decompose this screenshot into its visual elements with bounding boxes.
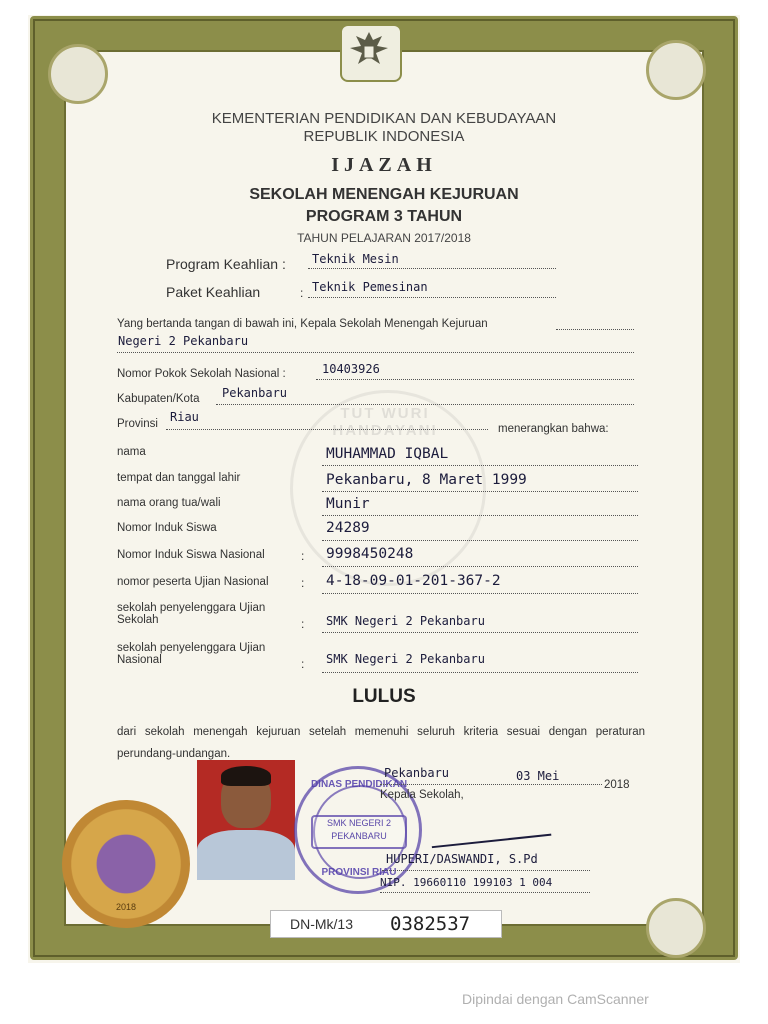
- stamp-center-line1: SMK NEGERI 2: [326, 818, 391, 828]
- sekolah-un-label-line2: Nasional: [117, 654, 162, 666]
- nis-label: Nomor Induk Siswa: [117, 522, 217, 534]
- menerangkan-label: menerangkan bahwa:: [498, 423, 609, 435]
- stamp-center-box: [311, 815, 407, 849]
- photo-shirt: [197, 830, 295, 880]
- peserta-line: [322, 593, 638, 594]
- student-photo: [197, 760, 295, 880]
- paket-keahlian-value: Teknik Pemesinan: [312, 280, 428, 294]
- photo-hair: [221, 766, 271, 786]
- gold-seal-sticker: [62, 800, 190, 928]
- nama-label: nama: [117, 446, 146, 458]
- graduation-status: LULUS: [352, 686, 416, 707]
- kabupaten-line: [216, 404, 634, 405]
- peserta-colon: :: [301, 576, 305, 590]
- ortu-line: [322, 515, 638, 516]
- school-type: SEKOLAH MENENGAH KEJURUAN: [249, 186, 519, 203]
- sekolah-un-line: [322, 672, 638, 673]
- seal-year: 2018: [115, 902, 137, 912]
- signing-date: 03 Mei: [516, 769, 560, 783]
- kabupaten-value: Pekanbaru: [222, 386, 288, 400]
- graduation-statement: dari sekolah menengah kejuruan setelah memenuhi seluruh kriteria sesuai dengan peraturan perundang-undangan.: [117, 726, 645, 760]
- sekolah-un-value: SMK Negeri 2 Pekanbaru: [326, 652, 485, 666]
- stamp-center-line2: PEKANBARU: [331, 831, 387, 841]
- program-keahlian-value: Teknik Mesin: [312, 252, 399, 266]
- npsn-value: 10403926: [322, 362, 380, 376]
- signer-title: Kepala Sekolah,: [380, 789, 464, 801]
- sekolah-us-label-line1: sekolah penyelenggara Ujian: [117, 602, 266, 614]
- school-name-value: Negeri 2 Pekanbaru: [118, 334, 249, 348]
- kabupaten-label: Kabupaten/Kota: [117, 393, 200, 405]
- peserta-label: nomor peserta Ujian Nasional: [117, 576, 269, 588]
- school-name-line: [117, 352, 634, 353]
- npsn-label: Nomor Pokok Sekolah Nasional :: [117, 368, 286, 380]
- ttl-label: tempat dan tanggal lahir: [117, 472, 241, 484]
- nis-line: [322, 540, 638, 541]
- serial-number: 0382537: [390, 913, 471, 935]
- sekolah-un-colon: :: [301, 657, 305, 671]
- serial-label: DN-Mk/13: [290, 916, 354, 932]
- nisn-colon: :: [301, 549, 305, 563]
- country-title: REPUBLIK INDONESIA: [303, 128, 465, 145]
- intro-text: Yang bertanda tangan di bawah ini, Kepala Sekolah Menengah Kejuruan: [117, 318, 488, 330]
- school-stamp: [294, 766, 422, 894]
- sekolah-un-label-line1: sekolah penyelenggara Ujian: [117, 642, 266, 654]
- signing-date-line: [380, 784, 602, 785]
- signing-year: 2018: [604, 779, 630, 791]
- sekolah-us-label-line2: Sekolah: [117, 614, 159, 626]
- ministry-title: KEMENTERIAN PENDIDIKAN DAN KEBUDAYAAN: [211, 110, 557, 127]
- ttl-value: Pekanbaru, 8 Maret 1999: [326, 472, 527, 488]
- program-keahlian-line: [308, 268, 556, 269]
- stamp-bottom-text: PROVINSI RIAU: [321, 867, 397, 878]
- document-title: IJAZAH: [331, 154, 437, 176]
- paket-keahlian-colon: :: [300, 286, 304, 300]
- program-duration: PROGRAM 3 TAHUN: [305, 208, 463, 225]
- camscanner-watermark: Dipindai dengan CamScanner: [462, 991, 649, 1007]
- ortu-value: Munir: [326, 496, 370, 512]
- npsn-line: [316, 379, 634, 380]
- signing-place: Pekanbaru: [384, 766, 450, 780]
- ttl-line: [322, 491, 638, 492]
- watermark-text: TUT WURI HANDAYANI: [332, 405, 438, 439]
- nis-value: 24289: [326, 520, 370, 536]
- provinsi-line: [166, 429, 488, 430]
- paket-keahlian-label: Paket Keahlian: [166, 284, 261, 300]
- signer-nip: NIP. 19660110 199103 1 004: [380, 876, 553, 889]
- academic-year: TAHUN PELAJARAN 2017/2018: [297, 231, 471, 245]
- signer-name-line: [382, 870, 590, 871]
- nama-value: MUHAMMAD IQBAL: [326, 446, 449, 462]
- program-keahlian-label: Program Keahlian :: [166, 256, 286, 272]
- nama-line: [322, 465, 638, 466]
- peserta-value: 4-18-09-01-201-367-2: [326, 573, 501, 589]
- sekolah-us-line: [322, 632, 638, 633]
- sekolah-us-colon: :: [301, 617, 305, 631]
- nisn-label: Nomor Induk Siswa Nasional: [117, 549, 265, 561]
- signer-name: HUPERI/DASWANDI, S.Pd: [386, 852, 538, 866]
- nisn-line: [322, 566, 638, 567]
- signer-nip-line: [380, 892, 590, 893]
- sekolah-us-value: SMK Negeri 2 Pekanbaru: [326, 614, 485, 628]
- nisn-value: 9998450248: [326, 546, 414, 562]
- paket-keahlian-line: [308, 297, 556, 298]
- intro-line: [556, 329, 634, 330]
- ortu-label: nama orang tua/wali: [117, 497, 221, 509]
- provinsi-value: Riau: [170, 410, 199, 424]
- stamp-top-text: DINAS PENDIDIKAN: [310, 779, 408, 790]
- provinsi-label: Provinsi: [117, 418, 158, 430]
